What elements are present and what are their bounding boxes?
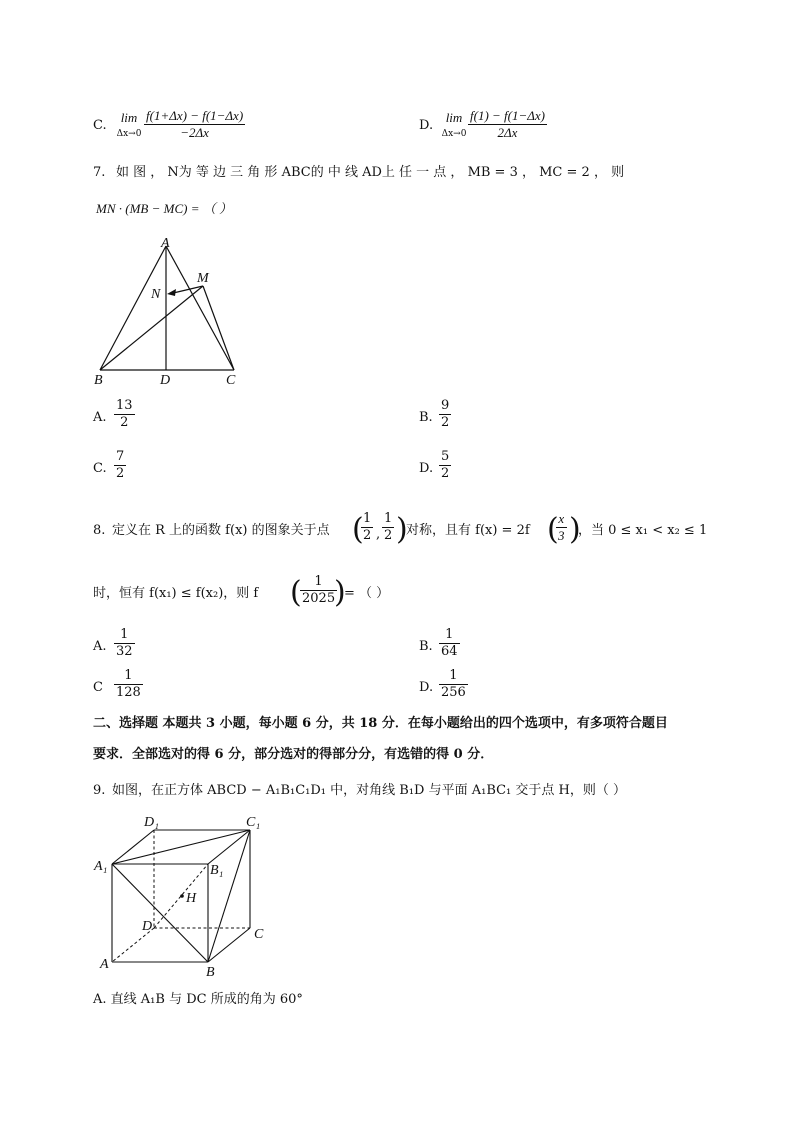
- q8-option-b-fraction: [439, 627, 460, 660]
- q7-option-c-label: C.: [93, 461, 107, 476]
- q8-comma: ,: [376, 527, 381, 542]
- q8-point-x: [361, 511, 373, 544]
- q6-option-c-label: C.: [93, 118, 107, 133]
- q8-close-paren: ): [396, 512, 408, 547]
- q9-number: 9.: [93, 783, 106, 798]
- q8-arg-num: 1: [314, 574, 323, 589]
- q7-option-c-num: 7: [116, 449, 125, 464]
- q8-open-paren-3: (: [290, 575, 302, 610]
- q7-option-b-label: B.: [419, 410, 433, 425]
- q7-option-a-den: 2: [114, 414, 135, 431]
- q8-option-c-label: C: [93, 680, 103, 695]
- q8-option-a-num: 1: [120, 627, 129, 642]
- q8-option-a-fraction: [114, 627, 135, 660]
- q8-option-b-num: 1: [445, 627, 454, 642]
- q7-option-b-num: 9: [441, 398, 450, 413]
- q7-option-d-num: 5: [441, 449, 450, 464]
- q7-number: 7.: [93, 165, 106, 180]
- q8-open-paren: (: [352, 512, 364, 547]
- q6-option-d-label: D.: [419, 118, 434, 133]
- q8-option-a-den: 32: [116, 644, 133, 659]
- q8-option-d-label: D.: [419, 680, 434, 695]
- q6-option-c-denominator: −2Δx: [144, 124, 245, 141]
- q9-label-b: B: [206, 965, 215, 980]
- q8-close-paren-3: ): [334, 575, 346, 610]
- q8-x-den: 3: [558, 528, 565, 543]
- q6-option-c-numerator: f(1+Δx) − f(1−Δx): [146, 108, 244, 123]
- lim-subscript: Δx→0: [116, 129, 142, 139]
- q9-label-c1: C₁: [246, 815, 261, 830]
- q8-stem-part5: = （ ）: [344, 586, 390, 601]
- q8-option-a-label: A.: [93, 639, 107, 654]
- q8-stem-part4: 时，恒有 f(x₁) ≤ f(x₂)，则 f: [93, 586, 259, 601]
- q8-number: 8.: [93, 523, 106, 538]
- q8-stem-part3: ，当 0 ≤ x₁ < x₂ ≤ 1: [578, 523, 708, 538]
- q8-stem-part1: 定义在 R 上的函数 f(x) 的图象关于点: [112, 523, 330, 538]
- q6-option-d-fraction: [468, 108, 547, 141]
- q6-option-d-numerator: f(1) − f(1−Δx): [470, 108, 545, 123]
- section2-line1: 二、选择题 本题共 3 小题，每小题 6 分，共 18 分．在每小题给出的四个选项中，有多项符合题目: [93, 716, 668, 731]
- q8-open-paren-2: (: [547, 512, 559, 547]
- q7-option-a-label: A.: [93, 410, 107, 425]
- q7-stem-line2: MN · (MB − MC) = （ ）: [96, 201, 232, 216]
- q7-option-a-fraction: [114, 398, 135, 431]
- q7-option-c-den: 2: [116, 466, 125, 481]
- q8-point-y-num: 1: [384, 511, 393, 526]
- q9-cube-figure: [92, 812, 272, 980]
- q7-option-d-fraction: [439, 449, 451, 482]
- q8-option-b-den: 64: [441, 644, 458, 659]
- q6-option-c-fraction: [144, 108, 245, 141]
- q8-option-c-num: 1: [124, 668, 133, 683]
- q7-label-c: C: [226, 373, 236, 388]
- q7-label-n: N: [151, 287, 161, 302]
- section2-line2: 要求．全部选对的得 6 分，部分选对的得部分分，有选错的得 0 分．: [93, 747, 494, 762]
- q8-option-c-fraction: [114, 668, 143, 701]
- q9-option-a: A. 直线 A₁B 与 DC 所成的角为 60°: [93, 992, 303, 1007]
- q8-option-c-den: 128: [116, 685, 141, 700]
- q8-stem-part2: 对称，且有 f(x) = 2f: [406, 523, 530, 538]
- q7-stem-line1: 如 图 ， N为 等 边 三 角 形 ABC的 中 线 AD上 任 一 点 ， MB = 3 ， MC = 2 ， 则: [116, 165, 625, 180]
- q9-label-d1: D₁: [144, 815, 159, 830]
- q8-close-paren-2: ): [569, 512, 581, 547]
- q8-point-x-den: 2: [363, 528, 372, 543]
- q8-option-b-label: B.: [419, 639, 433, 654]
- q8-point-y: [382, 511, 394, 544]
- q6-option-c-limit: [116, 110, 142, 142]
- q9-label-a: A: [100, 957, 109, 972]
- q9-label-a1: A₁: [94, 859, 108, 874]
- lim-word: lim: [120, 110, 138, 125]
- q7-option-b-den: 2: [441, 415, 450, 430]
- q7-option-c-fraction: [114, 449, 126, 482]
- q8-arg-den: 2025: [302, 591, 336, 606]
- q8-option-d-num: 1: [449, 668, 458, 683]
- q6-option-d-limit: [441, 110, 467, 142]
- q6-option-d-denominator: 2Δx: [468, 124, 547, 141]
- q7-label-m: M: [197, 271, 209, 286]
- q7-option-d-den: 2: [441, 466, 450, 481]
- q8-x-over-3: [556, 511, 567, 544]
- q7-option-b-fraction: [439, 398, 451, 431]
- q9-stem: 如图，在正方体 ABCD − A₁B₁C₁D₁ 中，对角线 B₁D 与平面 A₁BC₁ 交于点 H，则（ ）: [112, 783, 627, 798]
- q9-label-h: H: [186, 891, 197, 906]
- q9-label-d: D: [142, 919, 153, 934]
- q8-option-d-fraction: [439, 668, 468, 701]
- q7-label-a: A: [161, 236, 170, 251]
- q8-x-num: x: [558, 511, 565, 526]
- q9-label-c: C: [254, 927, 264, 942]
- q7-option-a-num: 13: [116, 398, 133, 413]
- lim-subscript: Δx→0: [441, 129, 467, 139]
- lim-word: lim: [445, 110, 463, 125]
- q8-argument: [300, 574, 337, 607]
- q7-triangle-figure: [90, 236, 250, 388]
- q9-label-b1: B₁: [210, 863, 224, 878]
- q7-label-b: B: [94, 373, 103, 388]
- q7-option-d-label: D.: [419, 461, 434, 476]
- q8-option-d-den: 256: [441, 685, 466, 700]
- q8-point-y-den: 2: [384, 528, 393, 543]
- q8-point-x-num: 1: [363, 511, 372, 526]
- q7-label-d: D: [160, 373, 171, 388]
